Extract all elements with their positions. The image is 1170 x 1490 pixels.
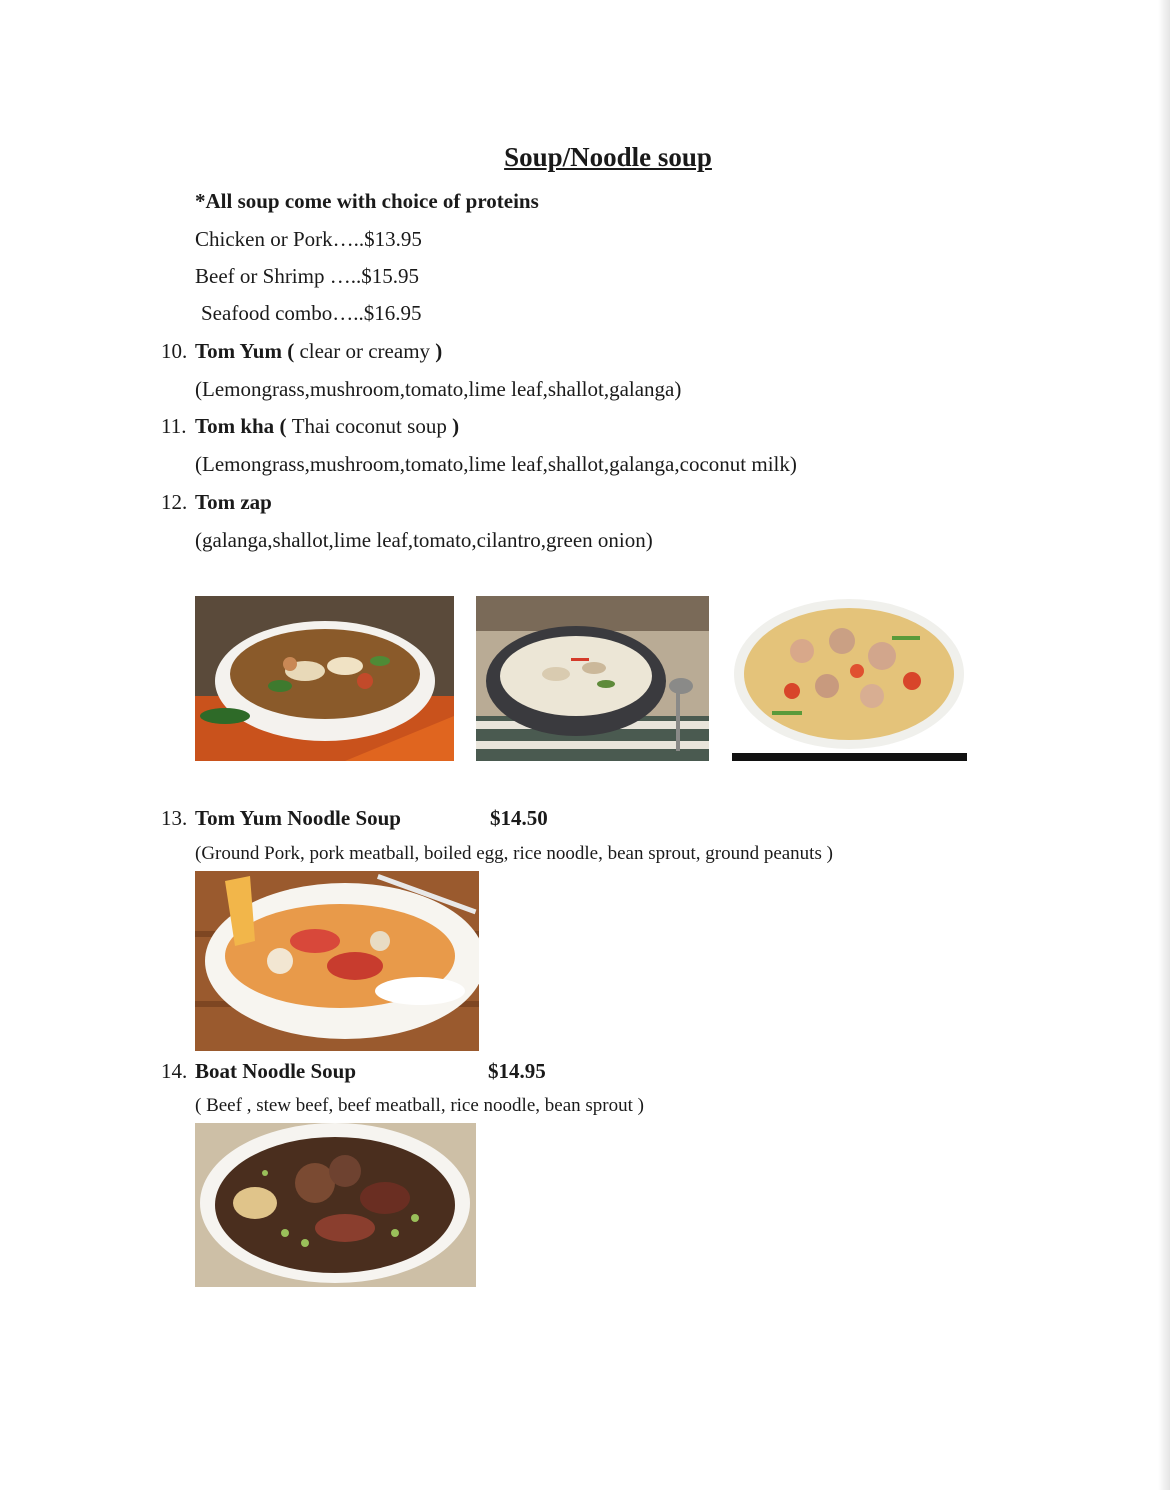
item-description: (Ground Pork, pork meatball, boiled egg, rice noodle, bean sprout, ground peanuts ) <box>195 843 833 864</box>
item-description: (Lemongrass,mushroom,tomato,lime leaf,shallot,galanga) <box>195 377 682 401</box>
menu-item-tom-yum-noodle <box>195 806 401 831</box>
item-description: ( Beef , stew beef, beef meatball, rice noodle, bean sprout ) <box>195 1095 644 1116</box>
item-number: 13. <box>161 806 188 830</box>
tom-yum-bowl-photo <box>195 596 454 761</box>
item-name: Tom zap <box>195 490 272 514</box>
tom-yum-noodle-photo <box>195 871 479 1051</box>
protein-price-chicken-pork: Chicken or Pork…..$13.95 <box>195 227 422 251</box>
tom-zap-bowl-photo <box>732 596 967 761</box>
menu-item-tom-zap <box>195 490 272 515</box>
item-price: $14.95 <box>488 1059 546 1083</box>
tom-kha-bowl-photo <box>476 596 709 761</box>
boat-noodle-photo <box>195 1123 476 1287</box>
menu-item-tom-kha <box>195 414 459 439</box>
paren-open: ( <box>281 339 300 363</box>
menu-item-tom-yum <box>195 339 442 364</box>
page-title: Soup/Noodle soup <box>504 142 712 172</box>
item-name: Tom kha <box>195 414 275 438</box>
item-name: Boat Noodle Soup <box>195 1059 357 1083</box>
item-price: $14.50 <box>490 806 548 830</box>
paren-close: ) <box>446 414 460 438</box>
paren-close: ) <box>430 339 443 363</box>
item-description: (galanga,shallot,lime leaf,tomato,cilantro,green onion) <box>195 528 653 552</box>
item-number: 10. <box>161 339 188 363</box>
protein-price-beef-shrimp: Beef or Shrimp …..$15.95 <box>195 264 419 288</box>
paren-open: ( <box>274 414 292 438</box>
item-number: 11. <box>161 414 187 438</box>
page-edge-shadow <box>1158 0 1170 1490</box>
item-description: (Lemongrass,mushroom,tomato,lime leaf,shallot,galanga,coconut milk) <box>195 452 797 476</box>
menu-item-boat-noodle <box>195 1059 356 1084</box>
protein-price-seafood: Seafood combo…..$16.95 <box>201 301 422 325</box>
protein-note: *All soup come with choice of proteins <box>195 189 539 213</box>
item-name: Tom Yum Noodle Soup <box>195 806 401 830</box>
item-number: 14. <box>161 1059 188 1083</box>
item-subtitle: clear or creamy <box>299 339 431 363</box>
item-subtitle: Thai coconut soup <box>291 414 447 438</box>
item-name: Tom Yum <box>195 339 282 363</box>
item-number: 12. <box>161 490 188 514</box>
